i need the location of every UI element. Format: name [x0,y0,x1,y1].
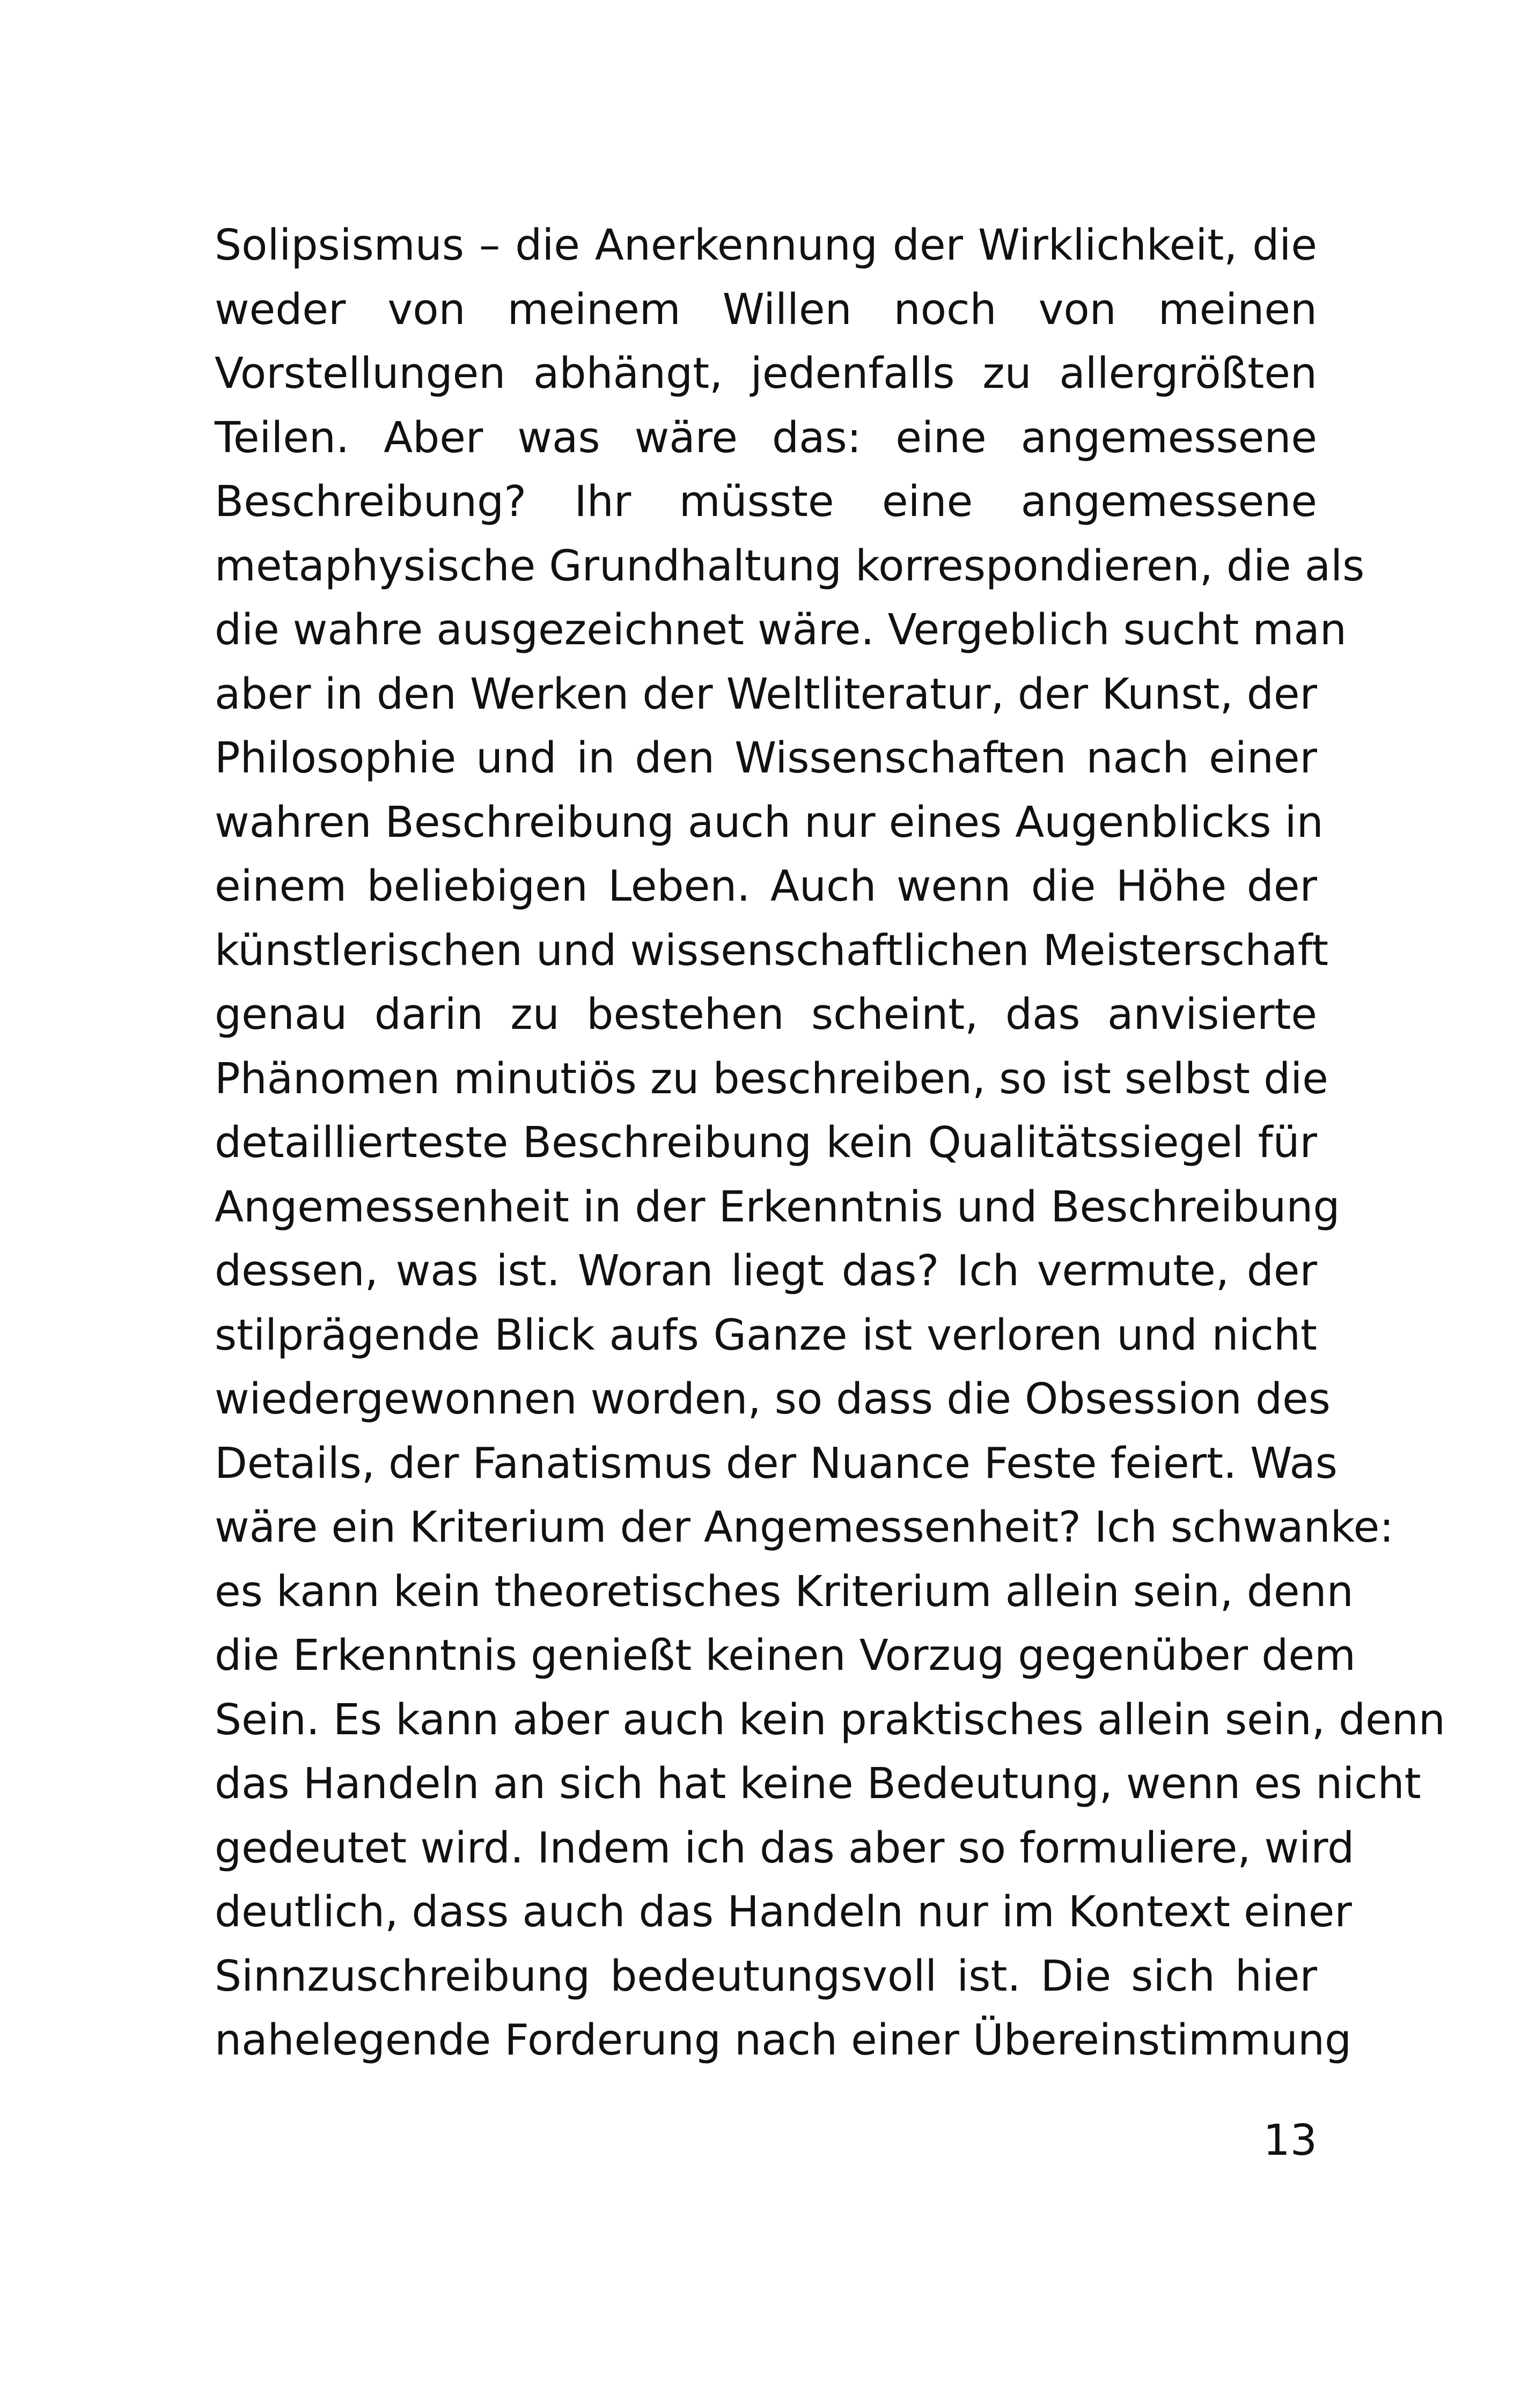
text-line: Vorstellungen abhängt, jedenfalls zu allergrößten [215,349,1317,398]
text-line: weder von meinem Willen noch von meinen [215,284,1317,334]
body-text [215,213,1445,2073]
text-line: Sinnzuschreibung bedeutungsvoll ist. Die sich hier [215,1951,1317,2001]
text-line: metaphysische Grundhaltung korrespondieren, die als [215,541,1365,591]
text-line: aber in den Werken der Weltliteratur, der Kunst, der [215,669,1317,719]
text-line: die wahre ausgezeichnet wäre. Vergeblich sucht man [215,605,1347,654]
text-line: künstlerischen und wissenschaftlichen Meisterschaft [215,925,1329,975]
text-line: wahren Beschreibung auch nur eines Augenblicks in [215,797,1324,847]
text-line: Teilen. Aber was wäre das: eine angemessene [215,413,1317,462]
text-line: stilprägende Blick aufs Ganze ist verloren und nicht [215,1310,1317,1360]
page-number: 13 [1263,2116,1317,2165]
text-line: die Erkenntnis genießt keinen Vorzug gegenüber dem [215,1631,1356,1680]
text-line: Details, der Fanatismus der Nuance Feste feiert. Was [215,1438,1338,1488]
text-line: einem beliebigen Leben. Auch wenn die Höhe der [215,861,1317,911]
text-line: Phänomen minutiös zu beschreiben, so ist selbst die [215,1054,1328,1103]
text-line: Sein. Es kann aber auch kein praktisches allein sein, denn [215,1695,1445,1744]
text-line: nahelegende Forderung nach einer Übereinstimmung [215,2015,1352,2065]
text-line: genau darin zu bestehen scheint, das anvisierte [215,990,1317,1039]
text-line: Philosophie und in den Wissenschaften nach einer [215,733,1317,783]
text-line: dessen, was ist. Woran liegt das? Ich vermute, der [215,1246,1317,1295]
text-line: gedeutet wird. Indem ich das aber so formuliere, wird [215,1823,1355,1873]
text-line: Solipsismus – die Anerkennung der Wirklichkeit, die [215,220,1317,270]
text-line: detaillierteste Beschreibung kein Qualitätssiegel für [215,1118,1317,1167]
text-line: deutlich, dass auch das Handeln nur im Kontext einer [215,1887,1352,1936]
text-line: es kann kein theoretisches Kriterium allein sein, denn [215,1566,1354,1616]
text-line: wiedergewonnen worden, so dass die Obsession des [215,1374,1331,1424]
text-line: das Handeln an sich hat keine Bedeutung, wenn es nicht [215,1759,1421,1808]
text-line: Angemessenheit in der Erkenntnis und Beschreibung [215,1182,1340,1232]
text-line: Beschreibung? Ihr müsste eine angemessene [215,477,1317,526]
text-line: wäre ein Kriterium der Angemessenheit? Ich schwanke: [215,1503,1394,1552]
